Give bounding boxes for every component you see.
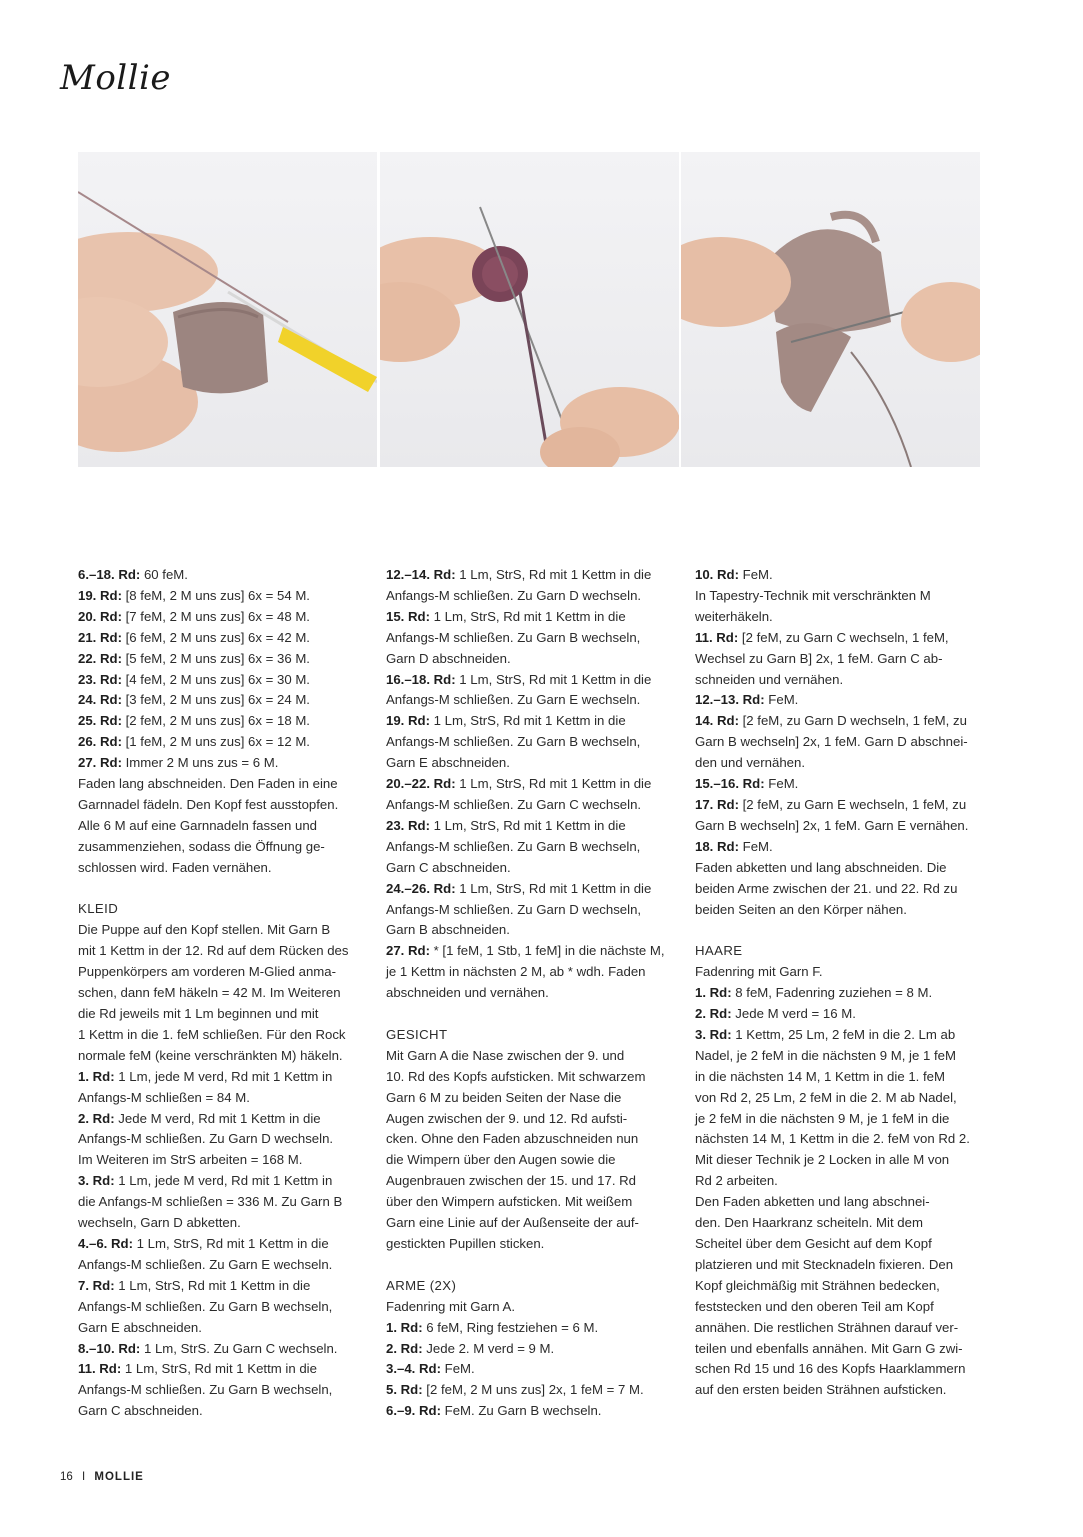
instruction-line [695, 858, 987, 879]
instruction-line [78, 816, 370, 837]
instruction-text: KLEID [78, 901, 119, 917]
instruction-text: Garn B abschneiden. [386, 922, 510, 938]
instruction-line [78, 1192, 370, 1213]
page-footer [60, 1471, 144, 1483]
instruction-text: Anfangs-M schließen. Zu Garn B wechseln, [386, 629, 641, 645]
instruction-text: wechseln, Garn D abketten. [78, 1215, 241, 1231]
instruction-line [78, 774, 370, 795]
round-label: 5. Rd: [386, 1382, 423, 1398]
instruction-text: Garn C abschneiden. [78, 1403, 203, 1419]
round-label: 20.–22. Rd: [386, 776, 456, 792]
instruction-line [386, 879, 678, 900]
instruction-line [695, 607, 987, 628]
round-label: 22. Rd: [78, 650, 122, 666]
instruction-line [386, 1067, 678, 1088]
instruction-text: Garn E abschneiden. [386, 755, 510, 771]
round-label: 15. Rd: [386, 608, 430, 624]
instruction-line [695, 1318, 987, 1339]
round-label: 27. Rd: [78, 755, 122, 771]
instruction-line [78, 837, 370, 858]
instruction-line [695, 1359, 987, 1380]
instruction-line [78, 1234, 370, 1255]
instruction-text: 60 feM. [140, 567, 188, 582]
instruction-text: GESICHT [386, 1026, 448, 1042]
instruction-text: FeM. [738, 567, 773, 582]
instruction-text: 1 Lm, StrS, Rd mit 1 Kettm in die [455, 880, 652, 896]
instruction-line [386, 690, 678, 711]
instruction-line [78, 1401, 370, 1422]
instruction-text: schneiden und vernähen. [695, 671, 844, 687]
instruction-line [78, 920, 370, 941]
instruction-line [78, 795, 370, 816]
round-label: 3.–4. Rd: [386, 1361, 441, 1377]
instruction-text: den und vernähen. [695, 755, 805, 771]
instruction-line [78, 753, 370, 774]
round-label: 19. Rd: [386, 713, 430, 729]
round-label: 20. Rd: [78, 608, 122, 624]
instruction-line [695, 774, 987, 795]
instruction-text: Anfangs-M schließen. Zu Garn B wechseln, [78, 1298, 333, 1314]
round-label: 27. Rd: [386, 943, 430, 959]
photo-1-illustration [78, 152, 377, 467]
instruction-line [78, 1359, 370, 1380]
instruction-line [386, 1046, 678, 1067]
instruction-text: je 2 feM in die nächsten 9 M, je 1 feM in die [695, 1110, 950, 1126]
instruction-line [695, 1067, 987, 1088]
instruction-text: Garn D abschneiden. [386, 650, 511, 666]
instruction-text: je 1 Kettm in nächsten 2 M, ab * wdh. Faden [386, 964, 646, 980]
instruction-text: Wechsel zu Garn B] 2x, 1 feM. Garn C ab- [695, 650, 943, 666]
instruction-line [695, 1109, 987, 1130]
round-label: 2. Rd: [386, 1340, 423, 1356]
instruction-text: von Rd 2, 25 Lm, 2 feM in die 2. M ab Nadel, [695, 1089, 957, 1105]
instruction-text: FeM. Zu Garn B wechseln. [440, 1403, 602, 1419]
instruction-text: weiterhäkeln. [695, 608, 773, 624]
instruction-line [78, 1171, 370, 1192]
instruction-text: Anfangs-M schließen. Zu Garn B wechseln, [386, 838, 641, 854]
round-label: 15.–16. Rd: [695, 776, 765, 792]
instruction-text: über den Wimpern aufsticken. Mit weißem [386, 1194, 633, 1210]
instruction-line [78, 1046, 370, 1067]
instruction-line [386, 565, 678, 586]
instruction-text: Die Puppe auf den Kopf stellen. Mit Garn B [78, 922, 331, 938]
instruction-text: nächsten 14 M, 1 Kettm in die 2. feM von Rd 2. [695, 1131, 970, 1147]
instruction-line [695, 1046, 987, 1067]
instruction-text: FeM. [440, 1361, 475, 1377]
instruction-line [386, 1234, 678, 1255]
instruction-text: Kopf gleichmäßig mit Strähnen bedecken, [695, 1277, 940, 1293]
instruction-text: Augenbrauen zwischen der 15. und 17. Rd [386, 1173, 637, 1189]
round-label: 24. Rd: [78, 692, 122, 708]
instruction-line [386, 607, 678, 628]
instruction-text: 1 Kettm in die 1. feM schließen. Für den Rock [78, 1026, 346, 1042]
instruction-line [386, 858, 678, 879]
instruction-text: Faden lang abschneiden. Den Faden in eine [78, 776, 338, 792]
instruction-line [386, 941, 678, 962]
instruction-line [386, 920, 678, 941]
instruction-line [386, 1213, 678, 1234]
instruction-line [78, 1255, 370, 1276]
instruction-text: normale feM (keine verschränkten M) häkeln. [78, 1047, 343, 1063]
instruction-text: 1 Lm, StrS, Rd mit 1 Kettm in die [455, 567, 652, 582]
round-label: 2. Rd: [78, 1110, 115, 1126]
instruction-text: Anfangs-M schließen. Zu Garn B wechseln, [386, 734, 641, 750]
instruction-text: auf den ersten beiden Strähnen aufsticken. [695, 1382, 947, 1398]
instruction-text: 1 Lm, StrS, Rd mit 1 Kettm in die [429, 713, 626, 729]
round-label: 11. Rd: [78, 1361, 122, 1377]
instruction-line [78, 962, 370, 983]
instruction-text: 1 Lm, jede M verd, Rd mit 1 Kettm in [114, 1173, 333, 1189]
instruction-text: Scheitel über dem Gesicht auf dem Kopf [695, 1235, 932, 1251]
instruction-line [386, 900, 678, 921]
section-heading [78, 899, 370, 920]
instruction-text: annähen. Die restlichen Strähnen darauf ver- [695, 1319, 959, 1335]
instruction-text: die Anfangs-M schließen = 336 M. Zu Garn B [78, 1194, 343, 1210]
instruction-line [695, 1255, 987, 1276]
round-label: 10. Rd: [695, 567, 739, 582]
instruction-line [695, 900, 987, 921]
instruction-text: 1 Lm, StrS. Zu Garn C wechseln. [140, 1340, 338, 1356]
instruction-line [386, 1109, 678, 1130]
instruction-line [78, 1213, 370, 1234]
instruction-text: Garn eine Linie auf der Außenseite der auf- [386, 1215, 639, 1231]
instruction-line [695, 1150, 987, 1171]
instruction-text: ARME (2X) [386, 1277, 457, 1293]
instruction-text: Augen zwischen der 9. und 12. Rd aufsti- [386, 1110, 628, 1126]
instruction-line [78, 1276, 370, 1297]
instruction-line [386, 1318, 678, 1339]
round-label: 25. Rd: [78, 713, 122, 729]
instruction-line [695, 1088, 987, 1109]
instruction-line [78, 1088, 370, 1109]
instruction-line [386, 837, 678, 858]
instruction-text: Anfangs-M schließen. Zu Garn D wechseln. [386, 587, 642, 603]
instruction-line [386, 1359, 678, 1380]
round-label: 1. Rd: [78, 1068, 115, 1084]
instruction-text: Fadenring mit Garn F. [695, 964, 823, 980]
instruction-text: Rd 2 arbeiten. [695, 1173, 778, 1189]
round-label: 4.–6. Rd: [78, 1235, 133, 1251]
instruction-line [695, 1339, 987, 1360]
instruction-line [386, 795, 678, 816]
instruction-line [386, 1192, 678, 1213]
instruction-text: Den Faden abketten und lang abschnei- [695, 1194, 930, 1210]
instruction-text: Anfangs-M schließen. Zu Garn D wechseln. [78, 1131, 334, 1147]
round-label: 17. Rd: [695, 796, 739, 812]
instruction-text: [7 feM, 2 M uns zus] 6x = 48 M. [121, 608, 310, 624]
instruction-line [78, 1025, 370, 1046]
round-label: 23. Rd: [386, 817, 430, 833]
paragraph-gap [695, 920, 987, 941]
round-label: 26. Rd: [78, 734, 122, 750]
footer-separator: I [82, 1471, 86, 1483]
instruction-text: Garn 6 M zu beiden Seiten der Nase die [386, 1089, 622, 1105]
instruction-line [695, 1192, 987, 1213]
instruction-line [695, 962, 987, 983]
instruction-text: Garn C abschneiden. [386, 859, 511, 875]
instruction-line [78, 1380, 370, 1401]
instruction-line [695, 816, 987, 837]
instruction-text: [1 feM, 2 M uns zus] 6x = 12 M. [121, 734, 310, 750]
instruction-text: * [1 feM, 1 Stb, 1 feM] in die nächste M, [429, 943, 665, 959]
instruction-line [78, 711, 370, 732]
instruction-text: [2 feM, zu Garn C wechseln, 1 feM, [738, 629, 949, 645]
round-label: 18. Rd: [695, 838, 739, 854]
round-label: 6.–18. Rd: [78, 567, 141, 582]
instruction-line [78, 628, 370, 649]
instruction-text: 8 feM, Fadenring zuziehen = 8 M. [731, 985, 933, 1001]
round-label: 12.–13. Rd: [695, 692, 765, 708]
instruction-line [695, 1234, 987, 1255]
instruction-line [386, 774, 678, 795]
instruction-text: Jede M verd = 16 M. [731, 1006, 856, 1022]
round-label: 23. Rd: [78, 671, 122, 687]
instruction-text: Anfangs-M schließen = 84 M. [78, 1089, 250, 1105]
instruction-text: Alle 6 M auf eine Garnnadeln fassen und [78, 817, 317, 833]
instruction-text: [8 feM, 2 M uns zus] 6x = 54 M. [121, 587, 310, 603]
instructions-column-2 [386, 565, 678, 1422]
instruction-text: [4 feM, 2 M uns zus] 6x = 30 M. [121, 671, 310, 687]
instruction-line [386, 1088, 678, 1109]
instruction-text: Jede 2. M verd = 9 M. [422, 1340, 555, 1356]
round-label: 14. Rd: [695, 713, 739, 729]
photo-2-illustration [380, 152, 679, 467]
instruction-text: FeM. [764, 776, 799, 792]
instruction-line [78, 983, 370, 1004]
instruction-text: beiden Seiten an den Körper nähen. [695, 901, 907, 917]
instruction-text: Faden abketten und lang abschneiden. Die [695, 859, 947, 875]
paragraph-gap [386, 1004, 678, 1025]
instruction-text: Anfangs-M schließen. Zu Garn E wechseln. [386, 692, 641, 708]
instruction-text: 1 Lm, StrS, Rd mit 1 Kettm in die [455, 776, 652, 792]
instruction-line [695, 711, 987, 732]
instruction-line [78, 1004, 370, 1025]
page-number: 16 [60, 1471, 73, 1483]
instruction-text: zusammenziehen, sodass die Öffnung ge- [78, 838, 325, 854]
instruction-line [386, 753, 678, 774]
instruction-text: [5 feM, 2 M uns zus] 6x = 36 M. [121, 650, 310, 666]
instruction-text: 1 Lm, StrS, Rd mit 1 Kettm in die [132, 1235, 329, 1251]
instruction-line [78, 941, 370, 962]
instruction-text: Jede M verd, Rd mit 1 Kettm in die [114, 1110, 321, 1126]
round-label: 7. Rd: [78, 1277, 115, 1293]
crochet-flower-on-needle-photo [380, 152, 679, 467]
instruction-text: 10. Rd des Kopfs aufsticken. Mit schwarzem [386, 1068, 646, 1084]
round-label: 24.–26. Rd: [386, 880, 456, 896]
instruction-line [386, 586, 678, 607]
instruction-line [386, 670, 678, 691]
instruction-line [386, 649, 678, 670]
instruction-text: Anfangs-M schließen. Zu Garn B wechseln, [78, 1382, 333, 1398]
instruction-line [78, 1339, 370, 1360]
instructions-column-3 [695, 565, 987, 1401]
instruction-line [386, 816, 678, 837]
instruction-text: Garn B wechseln] 2x, 1 feM. Garn D abschnei- [695, 734, 968, 750]
round-label: 11. Rd: [695, 629, 739, 645]
instruction-text: Anfangs-M schließen. Zu Garn C wechseln. [386, 796, 642, 812]
instruction-text: In Tapestry-Technik mit verschränkten M [695, 587, 931, 603]
instruction-text: [2 feM, zu Garn E wechseln, 1 feM, zu [738, 796, 967, 812]
instruction-text: abschneiden und vernähen. [386, 985, 549, 1001]
instruction-text: teilen und ebenfalls annähen. Mit Garn G zwi- [695, 1340, 963, 1356]
instruction-line [695, 795, 987, 816]
instruction-text: Im Weiteren im StrS arbeiten = 168 M. [78, 1152, 303, 1168]
round-label: 3. Rd: [695, 1026, 732, 1042]
instruction-line [695, 1171, 987, 1192]
instruction-text: [2 feM, 2 M uns zus] 6x = 18 M. [121, 713, 310, 729]
instruction-line [78, 1067, 370, 1088]
instruction-text: die Wimpern über den Augen sowie die [386, 1152, 616, 1168]
crochet-head-with-yellow-hook-photo [78, 152, 377, 467]
instruction-line [695, 753, 987, 774]
crochet-head-with-needle-photo [681, 152, 980, 467]
instruction-line [695, 1213, 987, 1234]
instruction-text: [3 feM, 2 M uns zus] 6x = 24 M. [121, 692, 310, 708]
instruction-line [695, 1004, 987, 1025]
section-heading [386, 1025, 678, 1046]
instruction-text: den. Den Haarkranz scheiteln. Mit dem [695, 1215, 923, 1231]
instruction-text: HAARE [695, 943, 743, 959]
instruction-line [695, 1129, 987, 1150]
instruction-text: Mit Garn A die Nase zwischen der 9. und [386, 1047, 625, 1063]
instruction-text: 1 Lm, StrS, Rd mit 1 Kettm in die [429, 608, 626, 624]
instruction-text: 1 Kettm, 25 Lm, 2 feM in die 2. Lm ab [731, 1026, 956, 1042]
instruction-line [695, 732, 987, 753]
instruction-text: [6 feM, 2 M uns zus] 6x = 42 M. [121, 629, 310, 645]
instruction-text: die Rd jeweils mit 1 Lm beginnen und mit [78, 1006, 319, 1022]
instruction-text: [2 feM, 2 M uns zus] 2x, 1 feM = 7 M. [422, 1382, 644, 1398]
instruction-line [695, 1297, 987, 1318]
instruction-line [695, 565, 987, 586]
round-label: 1. Rd: [695, 985, 732, 1001]
page-title: Mollie [60, 58, 172, 98]
instruction-line [78, 565, 370, 586]
instruction-text: cken. Ohne den Faden abzuschneiden nun [386, 1131, 639, 1147]
instruction-text: [2 feM, zu Garn D wechseln, 1 feM, zu [738, 713, 967, 729]
instruction-text: Nadel, je 2 feM in die nächsten 9 M, je 1 feM [695, 1047, 956, 1063]
instruction-line [386, 1297, 678, 1318]
round-label: 6.–9. Rd: [386, 1403, 441, 1419]
instruction-line [695, 837, 987, 858]
instruction-line [386, 711, 678, 732]
instruction-line [695, 983, 987, 1004]
paragraph-gap [386, 1255, 678, 1276]
instruction-text: platzieren und mit Stecknadeln fixieren. Den [695, 1256, 954, 1272]
instruction-line [695, 628, 987, 649]
instruction-text: schen Rd 15 und 16 des Kopfs Haarklammern [695, 1361, 966, 1377]
instruction-text: Immer 2 M uns zus = 6 M. [121, 755, 279, 771]
instruction-line [695, 649, 987, 670]
section-heading [695, 941, 987, 962]
instruction-line [386, 1129, 678, 1150]
instruction-line [78, 1318, 370, 1339]
instruction-line [78, 1150, 370, 1171]
instruction-line [386, 732, 678, 753]
instruction-line [78, 858, 370, 879]
round-label: 19. Rd: [78, 587, 122, 603]
instruction-text: 1 Lm, StrS, Rd mit 1 Kettm in die [114, 1277, 311, 1293]
instruction-text: schen, dann feM häkeln = 42 M. Im Weiteren [78, 985, 341, 1001]
instruction-text: schlossen wird. Faden vernähen. [78, 859, 272, 875]
photo-3-illustration [681, 152, 980, 467]
instructions-column-1 [78, 565, 370, 1422]
instruction-text: Garn E abschneiden. [78, 1319, 202, 1335]
instruction-line [695, 1025, 987, 1046]
instruction-line [695, 670, 987, 691]
instruction-text: FeM. [764, 692, 799, 708]
instruction-text: Anfangs-M schließen. Zu Garn E wechseln. [78, 1256, 333, 1272]
instruction-line [386, 628, 678, 649]
instruction-text: FeM. [738, 838, 773, 854]
instruction-text: Puppenkörpers am vorderen M-Glied anma- [78, 964, 337, 980]
round-label: 21. Rd: [78, 629, 122, 645]
instruction-text: gestickten Pupillen sticken. [386, 1235, 545, 1251]
instruction-line [78, 1129, 370, 1150]
instruction-line [695, 1276, 987, 1297]
instruction-line [695, 879, 987, 900]
instruction-line [695, 586, 987, 607]
instruction-line [386, 962, 678, 983]
instruction-text: in die nächsten 14 M, 1 Kettm in die 1. feM [695, 1068, 945, 1084]
instruction-line [386, 1380, 678, 1401]
instruction-line [78, 1109, 370, 1130]
instruction-text: 1 Lm, StrS, Rd mit 1 Kettm in die [429, 817, 626, 833]
instruction-line [78, 586, 370, 607]
round-label: 2. Rd: [695, 1006, 732, 1022]
instruction-line [695, 690, 987, 711]
round-label: 8.–10. Rd: [78, 1340, 141, 1356]
magazine-name: MOLLIE [94, 1471, 144, 1483]
instruction-line [78, 690, 370, 711]
round-label: 16.–18. Rd: [386, 671, 456, 687]
instruction-line [78, 649, 370, 670]
round-label: 3. Rd: [78, 1173, 115, 1189]
instruction-line [386, 1150, 678, 1171]
instruction-text: 1 Lm, StrS, Rd mit 1 Kettm in die [121, 1361, 317, 1377]
round-label: 12.–14. Rd: [386, 567, 456, 582]
instruction-line [78, 670, 370, 691]
section-heading [386, 1276, 678, 1297]
instruction-line [78, 1297, 370, 1318]
instruction-text: 1 Lm, jede M verd, Rd mit 1 Kettm in [114, 1068, 333, 1084]
instruction-line [386, 983, 678, 1004]
instruction-text: Garnnadel fädeln. Den Kopf fest ausstopfen. [78, 796, 339, 812]
instruction-text: Anfangs-M schließen. Zu Garn D wechseln, [386, 901, 642, 917]
round-label: 1. Rd: [386, 1319, 423, 1335]
instruction-text: Mit dieser Technik je 2 Locken in alle M von [695, 1152, 950, 1168]
instruction-line [78, 732, 370, 753]
instruction-text: Fadenring mit Garn A. [386, 1298, 516, 1314]
instruction-text: beiden Arme zwischen der 21. und 22. Rd zu [695, 880, 958, 896]
instruction-line [695, 1380, 987, 1401]
instruction-text: 1 Lm, StrS, Rd mit 1 Kettm in die [455, 671, 652, 687]
instruction-line [386, 1339, 678, 1360]
instruction-text: feststecken und den oberen Teil am Kopf [695, 1298, 934, 1314]
instruction-text: Garn B wechseln] 2x, 1 feM. Garn E vernähen. [695, 817, 969, 833]
paragraph-gap [78, 879, 370, 900]
instruction-line [78, 607, 370, 628]
instruction-line [386, 1401, 678, 1422]
instruction-text: mit 1 Kettm in der 12. Rd auf dem Rücken des [78, 943, 349, 959]
instruction-line [386, 1171, 678, 1192]
instruction-text: 6 feM, Ring festziehen = 6 M. [422, 1319, 599, 1335]
